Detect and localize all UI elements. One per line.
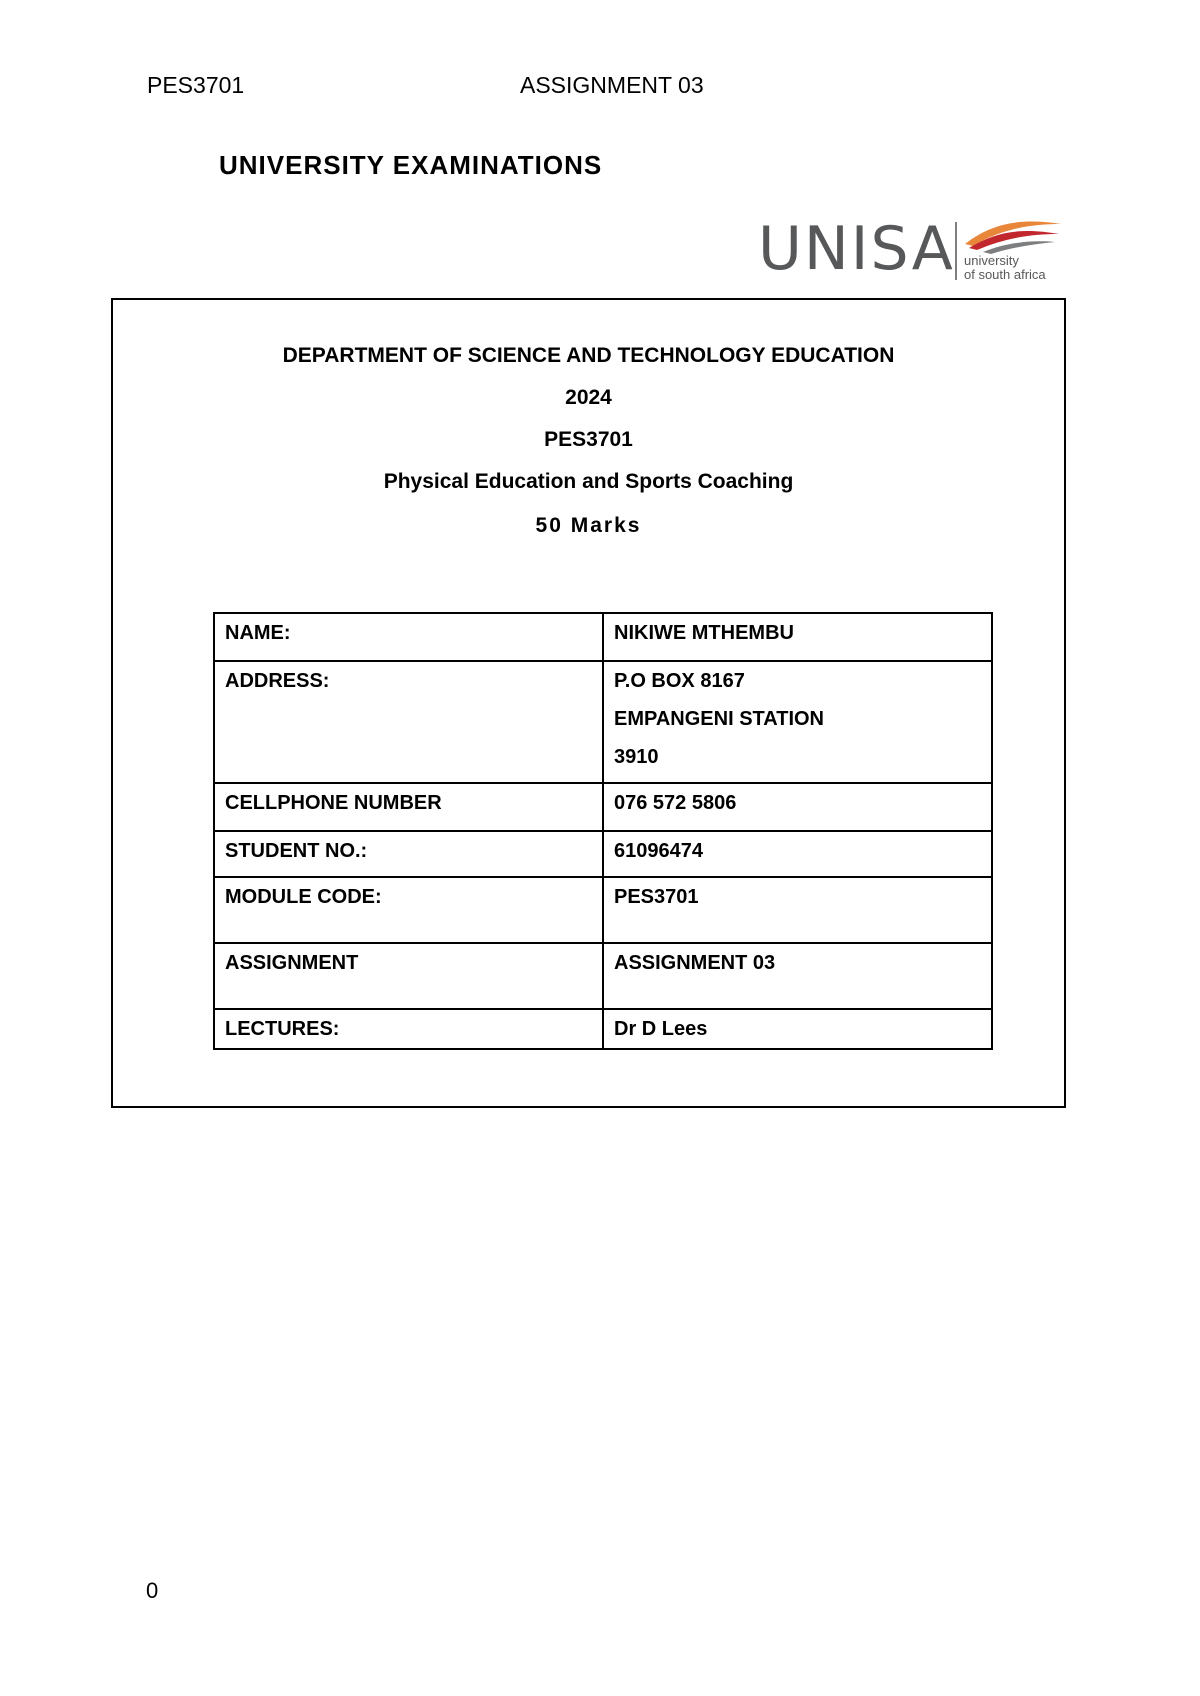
header-assignment: ASSIGNMENT 03	[520, 72, 704, 98]
table-row	[214, 783, 992, 831]
unisa-logo	[758, 212, 1058, 286]
logo-tagline-2: of south africa	[964, 267, 1046, 282]
logo-tagline	[964, 254, 1046, 282]
header-module-code: PES3701	[147, 72, 245, 98]
assignment-label: ASSIGNMENT	[214, 943, 603, 1009]
table-row	[214, 877, 992, 943]
cover-course-title: Physical Education and Sports Coaching	[383, 470, 794, 493]
exam-title: UNIVERSITY EXAMINATIONS	[219, 150, 603, 180]
cellphone-value: 076 572 5806	[603, 783, 992, 831]
cover-year: 2024	[565, 386, 612, 409]
table-row	[214, 661, 992, 783]
logo-wordmark: UNISA	[758, 214, 955, 284]
lecturer-value: Dr D Lees	[603, 1009, 992, 1049]
table-row	[214, 1009, 992, 1049]
cover-marks: 50 Marks	[535, 514, 642, 537]
name-value: NIKIWE MTHEMBU	[603, 613, 992, 661]
table-row	[214, 943, 992, 1009]
cover-module-code: PES3701	[544, 428, 633, 451]
student-details-table	[213, 612, 993, 1050]
student-number-value: 61096474	[603, 831, 992, 877]
address-line-1: P.O BOX 8167	[614, 670, 745, 692]
logo-tagline-1: university	[964, 253, 1019, 268]
logo-swoosh-icon	[963, 214, 1063, 254]
name-label: NAME:	[214, 613, 603, 661]
page-number: 0	[146, 1578, 159, 1603]
address-value	[603, 661, 992, 783]
module-code-label: MODULE CODE:	[214, 877, 603, 943]
cellphone-label: CELLPHONE NUMBER	[214, 783, 603, 831]
module-code-value: PES3701	[603, 877, 992, 943]
department-title: DEPARTMENT OF SCIENCE AND TECHNOLOGY EDUCATION	[282, 344, 895, 367]
logo-divider	[955, 222, 957, 280]
address-line-3: 3910	[614, 746, 659, 768]
address-label: ADDRESS:	[214, 661, 603, 783]
table-row	[214, 613, 992, 661]
cover-frame	[111, 298, 1066, 1108]
address-line-2: EMPANGENI STATION	[614, 708, 824, 730]
lecturer-label: LECTURES:	[214, 1009, 603, 1049]
assignment-value: ASSIGNMENT 03	[603, 943, 992, 1009]
table-row	[214, 831, 992, 877]
student-number-label: STUDENT NO.:	[214, 831, 603, 877]
